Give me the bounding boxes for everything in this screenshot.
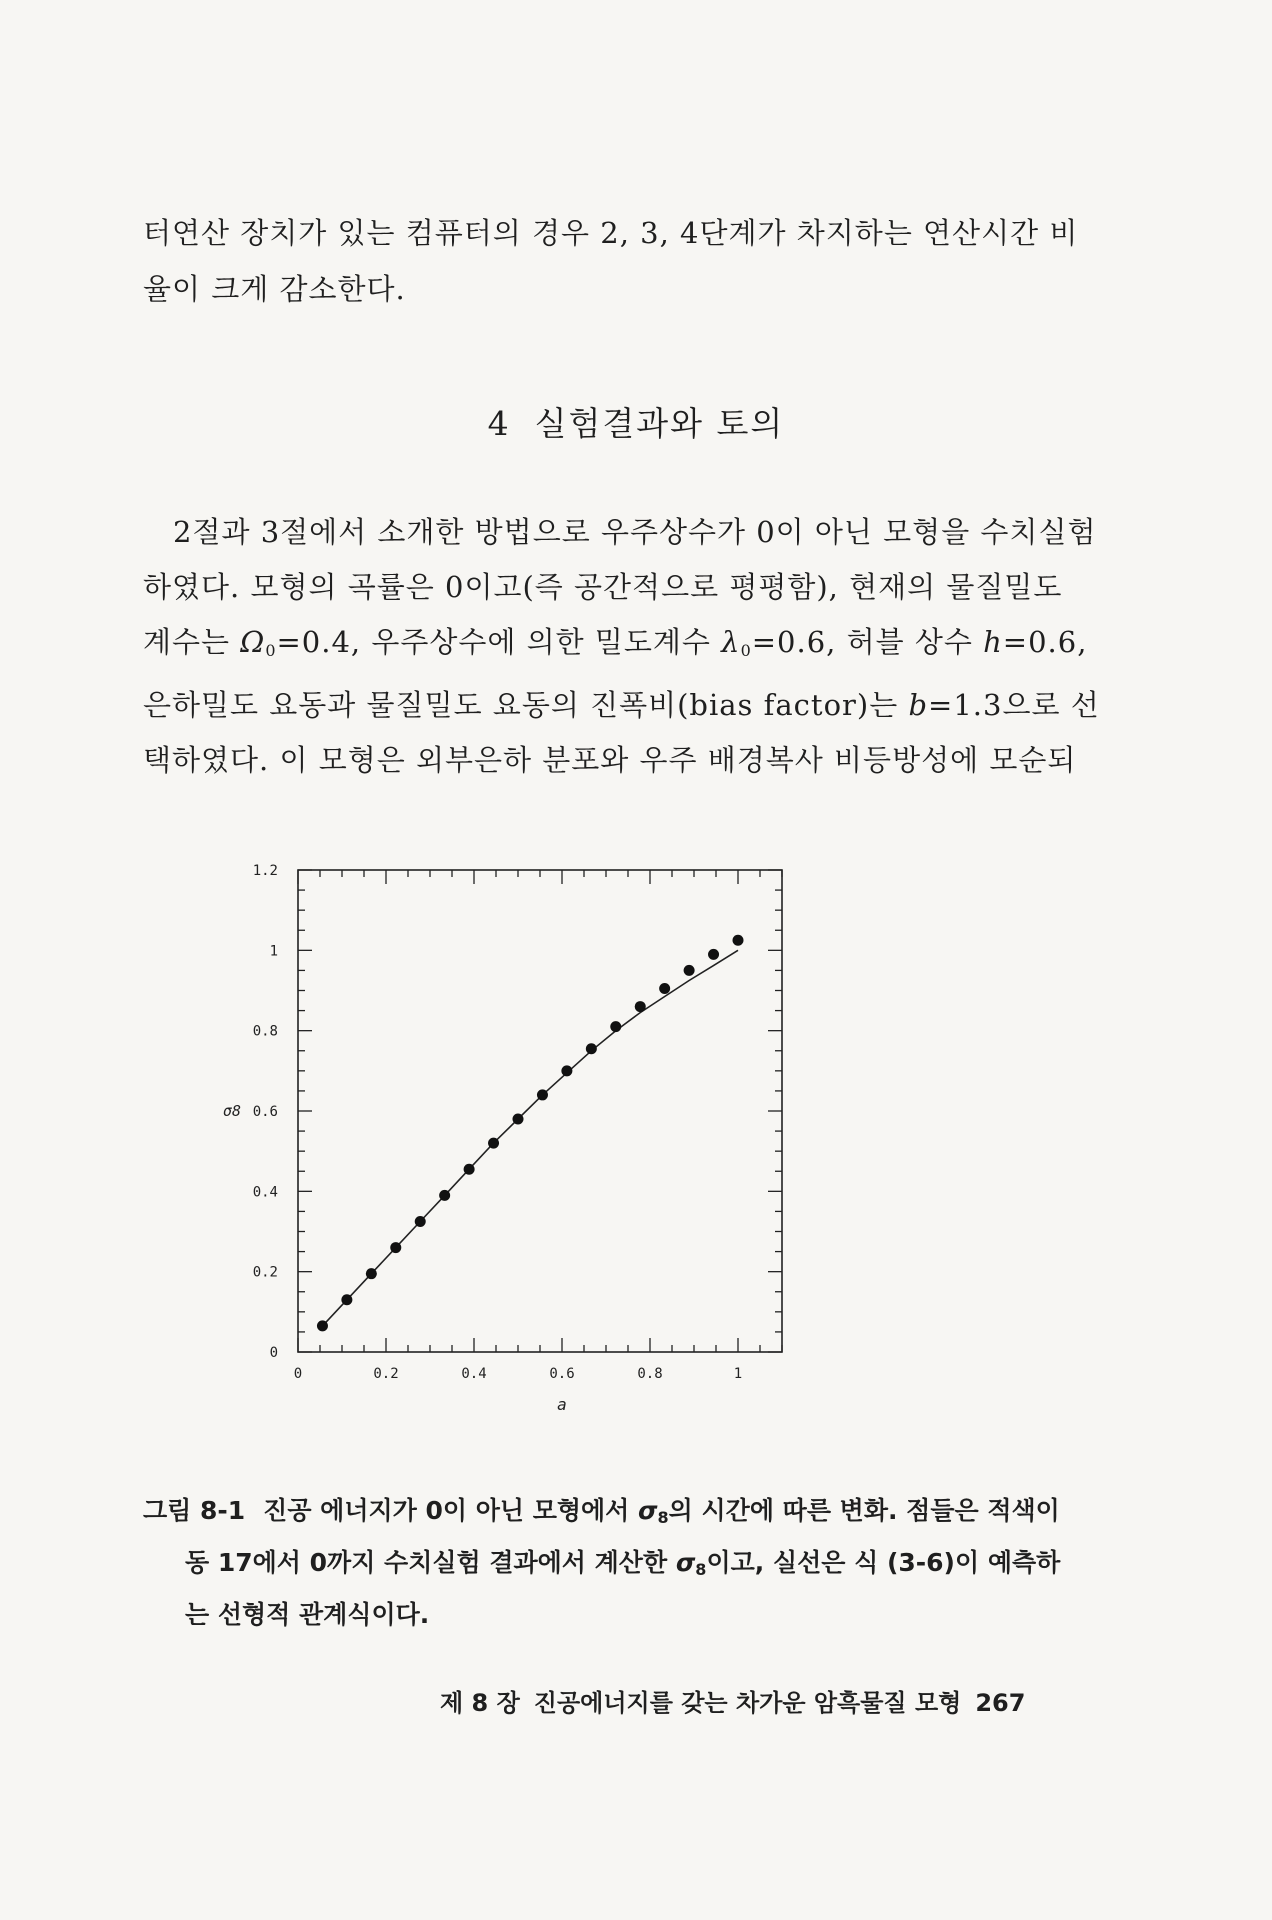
- data-point: [733, 935, 744, 946]
- body-line-4: 은하밀도 요동과 물질밀도 요동의 진폭비(bias factor)는 b=1.3으로 선: [143, 688, 1100, 722]
- caption-line-3: 는 선형적 관계식이다.: [185, 1600, 430, 1629]
- figure-caption: [143, 1488, 1073, 1637]
- page-number: 267: [975, 1689, 1026, 1717]
- body-line-1: 2절과 3절에서 소개한 방법으로 우주상수가 0이 아닌 모형을 수치실험: [173, 515, 1097, 549]
- hubble-symbol: h: [983, 625, 1003, 659]
- data-point: [708, 949, 719, 960]
- data-point: [341, 1294, 352, 1305]
- x-tick-label: 1: [733, 1366, 743, 1382]
- y-tick-label: 0.8: [252, 1023, 278, 1040]
- data-point: [586, 1043, 597, 1054]
- body-line-3: 계수는 $\Omega_0=0.4$, 우주상수에 의한 밀도계수 $\lambda_0=0.6$, 허블 상수 h=0.6,: [143, 625, 1088, 660]
- data-point: [684, 965, 695, 976]
- x-tick-label: 0.6: [549, 1366, 575, 1382]
- x-tick-label: 0.8: [637, 1366, 663, 1382]
- caption-line-2: 동 17에서 0까지 수치실험 결과에서 계산한 $\sigma_8$이고, 실선은 식 (3-6)이 예측하: [185, 1548, 1061, 1579]
- data-point: [317, 1320, 328, 1331]
- data-point: [659, 983, 670, 994]
- data-point: [488, 1138, 499, 1149]
- data-point: [415, 1216, 426, 1227]
- bias-symbol: b: [908, 688, 929, 722]
- y-tick-label: 0.6: [252, 1104, 278, 1120]
- intro-line-1: 터연산 장치가 있는 컴퓨터의 경우 2, 3, 4단계가 차지하는 연산시간 비: [143, 216, 1079, 250]
- data-point: [366, 1268, 377, 1279]
- data-point: [635, 1001, 646, 1012]
- y-axis-label: σ8: [222, 1102, 242, 1120]
- figure-label: 그림 8-1: [143, 1496, 246, 1525]
- body-line-5: 택하였다. 이 모형은 외부은하 분포와 우주 배경복사 비등방성에 모순되: [143, 743, 1077, 777]
- page-footer: [440, 1683, 1060, 1718]
- chapter-label: 제 8 장: [440, 1689, 520, 1717]
- chapter-title: 진공에너지를 갖는 차가운 암흑물질 모형: [533, 1689, 962, 1717]
- y-tick-label: 1.2: [252, 863, 278, 879]
- data-point: [439, 1190, 450, 1201]
- plot-frame: [298, 870, 782, 1352]
- caption-line-1: 그림 8-1 진공 에너지가 0이 아닌 모형에서 $\sigma_8$의 시간에 따른 변화. 점들은 적색이: [143, 1496, 1060, 1527]
- y-tick-label: 0.4: [252, 1184, 278, 1201]
- x-tick-label: 0: [293, 1366, 303, 1382]
- sigma8-chart: [222, 800, 990, 1460]
- data-point: [537, 1089, 548, 1100]
- y-tick-label: 0: [269, 1345, 278, 1361]
- section-number: 4: [487, 404, 511, 443]
- x-tick-label: 0.2: [373, 1366, 399, 1382]
- data-point: [464, 1164, 475, 1175]
- intro-paragraph: [143, 205, 1079, 317]
- y-tick-label: 0.2: [252, 1264, 278, 1281]
- section-heading: [0, 398, 1272, 445]
- omega-symbol: Ω: [240, 625, 266, 659]
- data-point: [390, 1242, 401, 1253]
- intro-line-2: 율이 크게 감소한다.: [143, 272, 406, 306]
- body-paragraph: [143, 505, 1100, 788]
- y-tick-label: 1: [269, 943, 278, 960]
- x-axis-label: a: [557, 1395, 567, 1414]
- data-point: [561, 1065, 572, 1076]
- lambda-symbol: λ: [721, 625, 741, 659]
- data-point: [610, 1021, 621, 1032]
- data-point: [513, 1114, 524, 1125]
- linear-relation-line: [323, 950, 739, 1326]
- body-line-2: 하였다. 모형의 곡률은 0이고(즉 공간적으로 평평함), 현재의 물질밀도: [143, 570, 1063, 604]
- x-tick-label: 0.4: [461, 1366, 487, 1382]
- section-title: 실험결과와 토의: [534, 404, 785, 443]
